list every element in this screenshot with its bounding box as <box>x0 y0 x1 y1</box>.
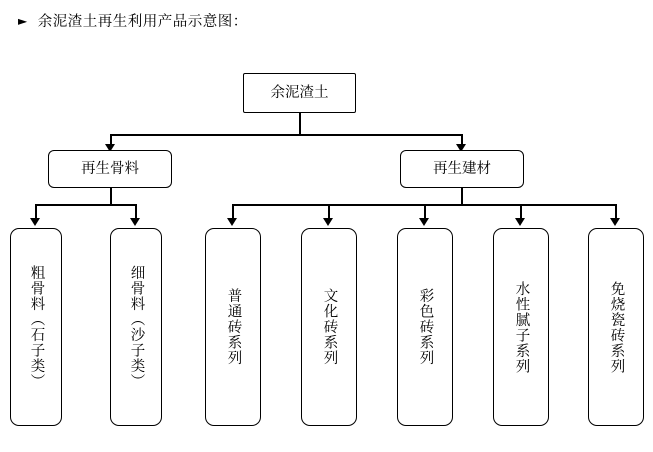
node-root <box>243 73 356 113</box>
node-unfired-ceramic-tile-series <box>588 228 644 426</box>
page-heading <box>18 10 248 31</box>
node-common-brick-series <box>205 228 261 426</box>
node-culture-brick-series <box>301 228 357 426</box>
node-waterborne-putty-series <box>493 228 549 426</box>
connector-root-stem <box>299 113 301 134</box>
connector-aggregate-bus <box>35 204 136 206</box>
node-fine-aggregate-label: 细骨料（沙子类） <box>128 265 145 389</box>
bullet-icon: ► <box>18 13 28 28</box>
arrow-leaf-material-1 <box>227 218 237 226</box>
node-common-brick-series-label: 普通砖系列 <box>225 288 242 366</box>
node-culture-brick-series-label: 文化砖系列 <box>321 288 338 366</box>
connector-material-stem <box>461 186 463 204</box>
arrow-leaf-aggregate-2 <box>130 218 140 226</box>
arrow-leaf-aggregate-1 <box>30 218 40 226</box>
arrow-leaf-material-5 <box>610 218 620 226</box>
node-recycled-building-material <box>400 150 524 188</box>
node-unfired-ceramic-tile-series-label: 免烧瓷砖系列 <box>608 280 625 374</box>
arrow-leaf-material-4 <box>515 218 525 226</box>
node-coarse-aggregate <box>10 228 62 426</box>
node-color-brick-series <box>397 228 453 426</box>
node-fine-aggregate <box>110 228 162 426</box>
connector-aggregate-stem <box>110 186 112 204</box>
connector-level2-bus <box>110 134 462 136</box>
node-waterborne-putty-series-label: 水性腻子系列 <box>513 280 530 374</box>
arrow-leaf-material-2 <box>323 218 333 226</box>
node-root-label: 余泥渣土 <box>270 84 329 101</box>
node-recycled-aggregate <box>48 150 172 188</box>
page-title: 余泥渣土再生利用产品示意图： <box>37 14 248 30</box>
node-recycled-building-material-label: 再生建材 <box>433 160 491 177</box>
arrow-leaf-material-3 <box>419 218 429 226</box>
node-coarse-aggregate-label: 粗骨料（石子类） <box>28 265 45 389</box>
node-color-brick-series-label: 彩色砖系列 <box>417 288 434 366</box>
node-recycled-aggregate-label: 再生骨料 <box>81 160 139 177</box>
